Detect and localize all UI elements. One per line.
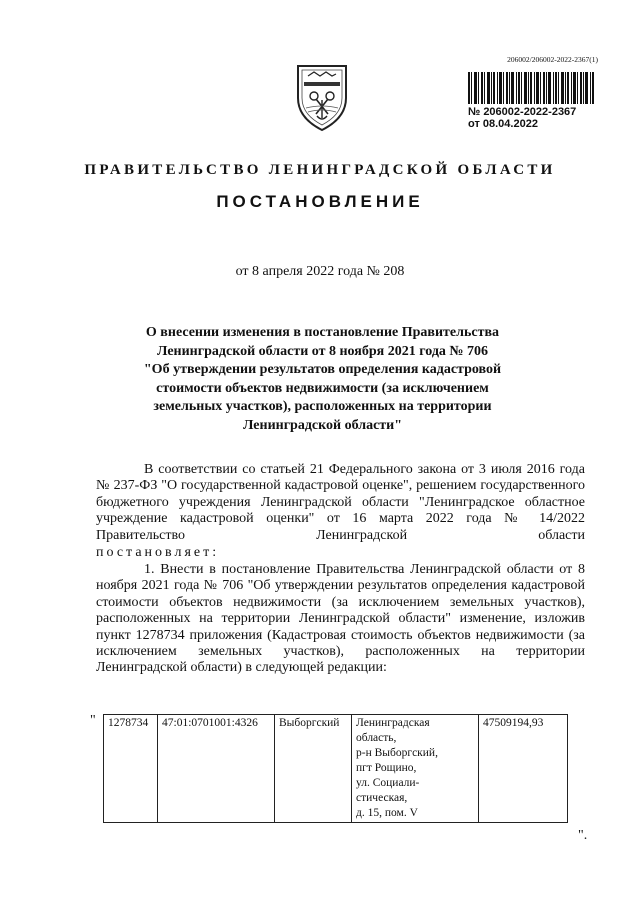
address-line: ул. Социали- — [356, 777, 420, 789]
address-line: пгт Рощино, — [356, 762, 417, 774]
address-line: р-н Выборгский, — [356, 747, 438, 759]
title-line: Ленинградской области от 8 ноября 2021 года № 706 — [157, 343, 488, 359]
address — [352, 715, 479, 823]
address-line: Ленинградская — [356, 717, 430, 729]
item-1-paragraph: 1. Внести в постановление Правительства Ленинградской области от 8 ноября 2021 года № 706 "Об утверждении результатов определения кадастровой стоимости объектов недвижимости (за исключением земельных участков), расположенных на территории Ленинградской области" изменение, изложив пункт 1278734 приложения (Кадастровая стоимость объектов недвижимости (за исключением земельных участков), расположенных на территории Ленинградской области) в следующей редакции: — [96, 562, 585, 676]
title-line: "Об утверждении результатов определения кадастровой — [143, 362, 502, 377]
barcode — [468, 72, 594, 104]
title-line: О внесении изменения в постановление Правительства — [145, 325, 500, 340]
decree-word: постановляет: — [96, 545, 220, 560]
title-line: Ленинградской области" — [242, 417, 403, 433]
government-name: ПРАВИТЕЛЬСТВО ЛЕНИНГРАДСКОЙ ОБЛАСТИ — [84, 162, 556, 178]
title-line: земельных участков), расположенных на территории — [153, 399, 492, 414]
address-line: область, — [356, 732, 397, 744]
address-line: стическая, — [356, 792, 408, 804]
cadastral-number: 47:01:0701001:4326 — [158, 715, 275, 823]
preamble-paragraph: В соответствии со статьей 21 Федерального закона от 3 июля 2016 года № 237-ФЗ "О государственной кадастровой оценке", решением государственного бюджетного учреждения Ленинградской области "Ленинградское областное учреждение кадастровой оценки" от 16 марта 2022 года № 14/2022 Правительство Ленинградской области — [96, 462, 585, 543]
open-quote: " — [90, 713, 96, 728]
registration-date: от 08.04.2022 — [468, 118, 538, 130]
registration-number: № 206002-2022-2367 — [468, 106, 577, 118]
table-row — [104, 715, 568, 823]
title-line: стоимости объектов недвижимости (за исключением — [156, 380, 489, 396]
document-type: ПОСТАНОВЛЕНИЕ — [216, 192, 424, 211]
close-quote: ". — [578, 828, 588, 843]
cadastral-table — [103, 714, 568, 823]
coat-of-arms-icon — [292, 60, 352, 132]
document-reference: 206002/206002-2022-2367(1) — [507, 55, 598, 64]
cadastral-value: 47509194,93 — [479, 715, 568, 823]
district: Выборгский — [275, 715, 352, 823]
address-line: д. 15, пом. V — [356, 807, 418, 819]
document-title — [130, 324, 515, 435]
row-number: 1278734 — [104, 715, 158, 823]
document-date: от 8 апреля 2022 года № 208 — [235, 264, 405, 279]
